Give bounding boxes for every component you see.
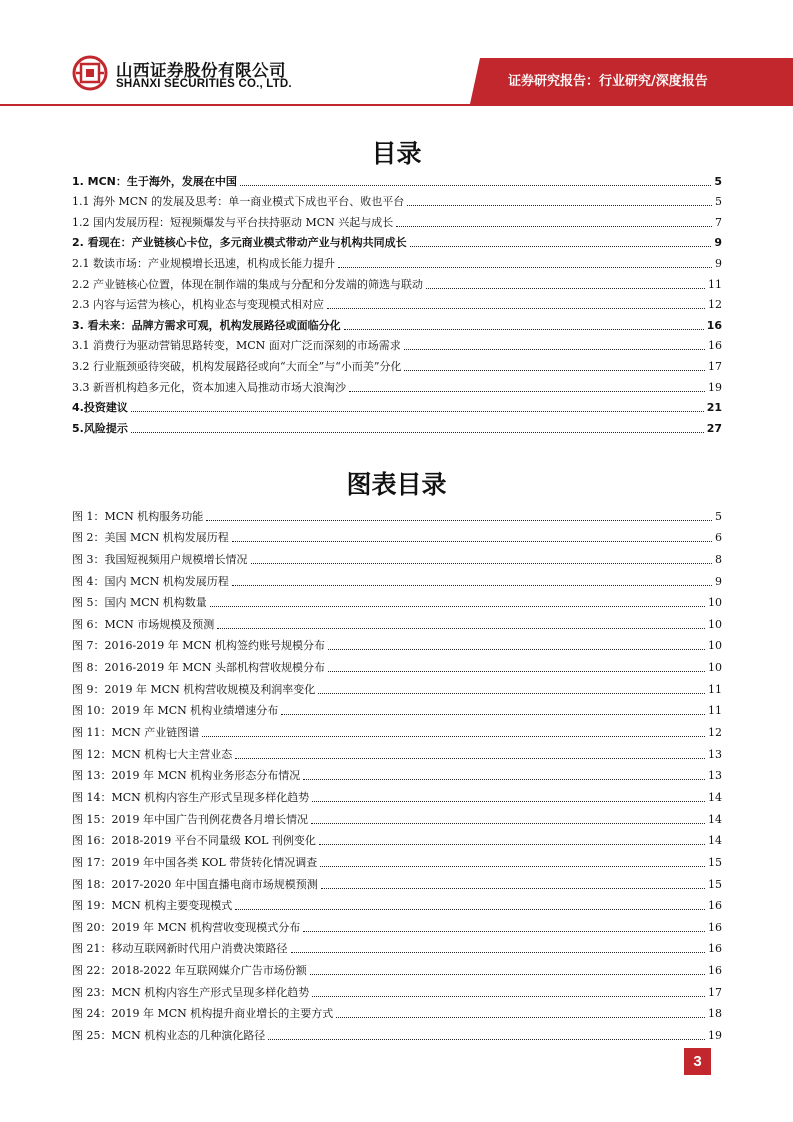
toc-entry-page: 12 bbox=[708, 298, 722, 312]
figure-entry-text: 图 18：2017-2020 年中国直播电商市场规模预测 bbox=[72, 877, 318, 891]
leader-dots bbox=[410, 246, 712, 247]
leader-dots bbox=[312, 996, 705, 997]
leader-dots bbox=[232, 541, 712, 542]
figure-entry-text: 图 22：2018-2022 年互联网媒介广告市场份额 bbox=[72, 964, 307, 978]
toc-list bbox=[72, 168, 722, 436]
leader-dots bbox=[396, 226, 712, 227]
figure-entry[interactable] bbox=[72, 524, 722, 546]
leader-dots bbox=[311, 823, 705, 824]
figure-entry-page: 13 bbox=[708, 747, 722, 761]
leader-dots bbox=[131, 432, 704, 433]
toc-entry[interactable] bbox=[72, 209, 722, 230]
leader-dots bbox=[407, 205, 712, 206]
figure-entry-text: 图 23：MCN 机构内容生产形式呈现多样化趋势 bbox=[72, 985, 310, 999]
toc-entry-page: 5 bbox=[715, 195, 722, 209]
toc-entry-text: 1.2 国内发展历程：短视频爆发与平台扶持驱动 MCN 兴起与成长 bbox=[72, 215, 394, 229]
toc-entry-page: 27 bbox=[706, 421, 722, 435]
figure-entry-page: 16 bbox=[708, 920, 722, 934]
figure-entry-page: 11 bbox=[708, 704, 722, 718]
figure-entry-text: 图 15：2019 年中国广告刊例花费各月增长情况 bbox=[72, 812, 308, 826]
figure-entry-page: 14 bbox=[708, 812, 722, 826]
figure-entry-page: 10 bbox=[708, 617, 722, 631]
toc-entry[interactable] bbox=[72, 250, 722, 271]
toc-entry-page: 9 bbox=[715, 256, 722, 270]
figure-entry-text: 图 8：2016-2019 年 MCN 头部机构营收规模分布 bbox=[72, 661, 325, 675]
figure-entry[interactable] bbox=[72, 545, 722, 567]
figure-entry[interactable] bbox=[72, 589, 722, 611]
toc-entry-text: 1.1 海外 MCN 的发展及思考：单一商业模式下成也平台、败也平台 bbox=[72, 195, 405, 209]
figure-entry[interactable] bbox=[72, 567, 722, 589]
figure-entry[interactable] bbox=[72, 653, 722, 675]
toc-entry-text: 2.2 产业链核心位置，体现在制作端的集成与分配和分发端的筛选与联动 bbox=[72, 277, 423, 291]
leader-dots bbox=[303, 931, 705, 932]
toc-entry[interactable] bbox=[72, 374, 722, 395]
toc-entry-page: 11 bbox=[708, 277, 722, 291]
toc-entry[interactable] bbox=[72, 292, 722, 313]
header-banner bbox=[0, 0, 793, 110]
figure-entry-text: 图 4：国内 MCN 机构发展历程 bbox=[72, 574, 229, 588]
toc-title: 目录 bbox=[371, 139, 422, 168]
leader-dots bbox=[320, 866, 705, 867]
toc-entry-page: 16 bbox=[708, 339, 722, 353]
figure-index-title: 图表目录 bbox=[346, 470, 447, 499]
toc-entry-page: 17 bbox=[708, 359, 722, 373]
figure-entry-page: 14 bbox=[708, 834, 722, 848]
toc-entry-text: 3. 看未来：品牌方需求可观，机构发展路径或面临分化 bbox=[72, 318, 341, 332]
figure-entry-text: 图 19：MCN 机构主要变现模式 bbox=[72, 899, 233, 913]
leader-dots bbox=[291, 952, 706, 953]
leader-dots bbox=[319, 844, 705, 845]
leader-dots bbox=[206, 520, 712, 521]
figure-entry[interactable] bbox=[72, 502, 722, 524]
figure-entry-text: 图 6：MCN 市场规模及预测 bbox=[72, 617, 215, 631]
toc-entry[interactable] bbox=[72, 168, 722, 189]
leader-dots bbox=[349, 391, 705, 392]
toc-entry-text: 3.3 新晋机构趋多元化，资本加速入局推动市场大浪淘沙 bbox=[72, 380, 346, 394]
figure-entry-text: 图 7：2016-2019 年 MCN 机构签约账号规模分布 bbox=[72, 639, 325, 653]
figure-entry[interactable] bbox=[72, 762, 722, 784]
leader-dots bbox=[336, 1017, 705, 1018]
figure-entry-page: 16 bbox=[708, 942, 722, 956]
figure-entry-text: 图 10：2019 年 MCN 机构业绩增速分布 bbox=[72, 704, 279, 718]
figure-entry-text: 图 25：MCN 机构业态的几种演化路径 bbox=[72, 1029, 266, 1043]
figure-entry-text: 图 17：2019 年中国各类 KOL 带货转化情况调查 bbox=[72, 855, 318, 869]
figure-entry-page: 15 bbox=[708, 855, 722, 869]
toc-entry-page: 21 bbox=[706, 401, 722, 415]
figure-entry[interactable] bbox=[72, 978, 722, 1000]
figure-entry-page: 10 bbox=[708, 639, 722, 653]
toc-entry-page: 9 bbox=[714, 236, 722, 250]
toc-entry[interactable] bbox=[72, 189, 722, 210]
figure-entry[interactable] bbox=[72, 892, 722, 914]
leader-dots bbox=[202, 736, 705, 737]
figure-entry[interactable] bbox=[72, 956, 722, 978]
figure-entry[interactable] bbox=[72, 740, 722, 762]
leader-dots bbox=[338, 267, 712, 268]
figure-entry[interactable] bbox=[72, 913, 722, 935]
figure-entry[interactable] bbox=[72, 697, 722, 719]
leader-dots bbox=[328, 671, 705, 672]
figure-entry[interactable] bbox=[72, 848, 722, 870]
leader-dots bbox=[303, 779, 705, 780]
figure-entry[interactable] bbox=[72, 610, 722, 632]
toc-entry-text: 2. 看现在：产业链核心卡位，多元商业模式带动产业与机构共同成长 bbox=[72, 236, 407, 250]
leader-dots bbox=[344, 329, 704, 330]
figure-entry[interactable] bbox=[72, 718, 722, 740]
figure-entry-text: 图 24：2019 年 MCN 机构提升商业增长的主要方式 bbox=[72, 1007, 334, 1021]
leader-dots bbox=[131, 411, 704, 412]
figure-entry-page: 9 bbox=[715, 574, 722, 588]
figure-entry-page: 15 bbox=[708, 877, 722, 891]
toc-entry[interactable] bbox=[72, 395, 722, 416]
figure-entry-text: 图 20：2019 年 MCN 机构营收变现模式分布 bbox=[72, 920, 301, 934]
toc-entry-page: 5 bbox=[714, 174, 722, 188]
toc-entry[interactable] bbox=[72, 353, 722, 374]
page-header bbox=[0, 0, 793, 110]
figure-entry-text: 图 12：MCN 机构七大主营业态 bbox=[72, 747, 233, 761]
figure-entry[interactable] bbox=[72, 935, 722, 957]
figure-entry-text: 图 9：2019 年 MCN 机构营收规模及利润率变化 bbox=[72, 682, 316, 696]
leader-dots bbox=[217, 628, 705, 629]
figure-entry-page: 12 bbox=[708, 726, 722, 740]
figure-entry[interactable] bbox=[72, 1021, 722, 1043]
leader-dots bbox=[328, 649, 705, 650]
leader-dots bbox=[310, 974, 705, 975]
leader-dots bbox=[268, 1039, 705, 1040]
shanxi-securities-logo bbox=[72, 55, 108, 91]
figure-entry-page: 16 bbox=[708, 964, 722, 978]
leader-dots bbox=[281, 714, 705, 715]
toc-entry-text: 4.投资建议 bbox=[72, 401, 128, 415]
toc-entry-text: 3.1 消费行为驱动营销思路转变，MCN 面对广泛而深刻的市场需求 bbox=[72, 339, 401, 353]
leader-dots bbox=[235, 909, 705, 910]
toc-entry-page: 19 bbox=[708, 380, 722, 394]
figure-entry-text: 图 14：MCN 机构内容生产形式呈现多样化趋势 bbox=[72, 790, 310, 804]
figure-entry[interactable] bbox=[72, 632, 722, 654]
figure-entry-text: 图 11：MCN 产业链图谱 bbox=[72, 726, 200, 740]
figure-list bbox=[72, 502, 722, 1043]
figure-entry-page: 10 bbox=[708, 661, 722, 675]
figure-entry[interactable] bbox=[72, 783, 722, 805]
figure-entry-text: 图 2：美国 MCN 机构发展历程 bbox=[72, 531, 229, 545]
leader-dots bbox=[321, 888, 705, 889]
figure-entry-text: 图 13：2019 年 MCN 机构业务形态分布情况 bbox=[72, 769, 301, 783]
leader-dots bbox=[312, 801, 705, 802]
toc-entry[interactable] bbox=[72, 230, 722, 251]
leader-dots bbox=[327, 308, 705, 309]
company-name-cn: 山西证券股份有限公司 bbox=[116, 61, 286, 80]
figure-entry-page: 11 bbox=[708, 682, 722, 696]
leader-dots bbox=[318, 693, 705, 694]
figure-entry-text: 图 5：国内 MCN 机构数量 bbox=[72, 596, 207, 610]
figure-entry[interactable] bbox=[72, 675, 722, 697]
figure-entry-text: 图 1：MCN 机构服务功能 bbox=[72, 509, 204, 523]
leader-dots bbox=[210, 606, 705, 607]
company-name-en: SHANXI SECURITIES CO., LTD. bbox=[116, 78, 292, 90]
figure-entry-page: 17 bbox=[708, 985, 722, 999]
toc-entry-page: 16 bbox=[706, 318, 722, 332]
figure-entry-text: 图 21：移动互联网新时代用户消费决策路径 bbox=[72, 942, 288, 956]
figure-entry-page: 18 bbox=[708, 1007, 722, 1021]
toc-entry-page: 7 bbox=[715, 215, 722, 229]
report-type-label: 证券研究报告：行业研究/深度报告 bbox=[508, 74, 708, 89]
toc-entry-text: 2.1 数读市场：产业规模增长迅速，机构成长能力提升 bbox=[72, 256, 335, 270]
figure-entry-page: 19 bbox=[708, 1029, 722, 1043]
toc-entry-text: 3.2 行业瓶颈亟待突破，机构发展路径或向“大而全”与“小而美”分化 bbox=[72, 359, 402, 373]
toc-entry[interactable] bbox=[72, 415, 722, 436]
leader-dots bbox=[251, 563, 713, 564]
page-number: 3 bbox=[684, 1048, 711, 1075]
figure-entry-page: 5 bbox=[715, 509, 722, 523]
figure-entry-text: 图 3：我国短视频用户规模增长情况 bbox=[72, 552, 248, 566]
figure-entry[interactable] bbox=[72, 827, 722, 849]
leader-dots bbox=[404, 370, 705, 371]
leader-dots bbox=[232, 585, 712, 586]
figure-entry[interactable] bbox=[72, 805, 722, 827]
figure-entry[interactable] bbox=[72, 1000, 722, 1022]
toc-entry-text: 2.3 内容与运营为核心，机构业态与变现模式相对应 bbox=[72, 298, 324, 312]
figure-entry[interactable] bbox=[72, 870, 722, 892]
toc-entry-text: 5.风险提示 bbox=[72, 421, 128, 435]
figure-entry-page: 16 bbox=[708, 899, 722, 913]
figure-entry-page: 6 bbox=[715, 531, 722, 545]
leader-dots bbox=[404, 349, 705, 350]
figure-entry-page: 13 bbox=[708, 769, 722, 783]
toc-entry-text: 1. MCN：生于海外，发展在中国 bbox=[72, 174, 237, 188]
toc-entry[interactable] bbox=[72, 333, 722, 354]
toc-entry[interactable] bbox=[72, 312, 722, 333]
leader-dots bbox=[426, 288, 705, 289]
figure-entry-page: 8 bbox=[715, 552, 722, 566]
leader-dots bbox=[240, 185, 711, 186]
toc-entry[interactable] bbox=[72, 271, 722, 292]
figure-entry-text: 图 16：2018-2019 平台不同量级 KOL 刊例变化 bbox=[72, 834, 316, 848]
figure-entry-page: 10 bbox=[708, 596, 722, 610]
figure-entry-page: 14 bbox=[708, 790, 722, 804]
leader-dots bbox=[235, 758, 705, 759]
